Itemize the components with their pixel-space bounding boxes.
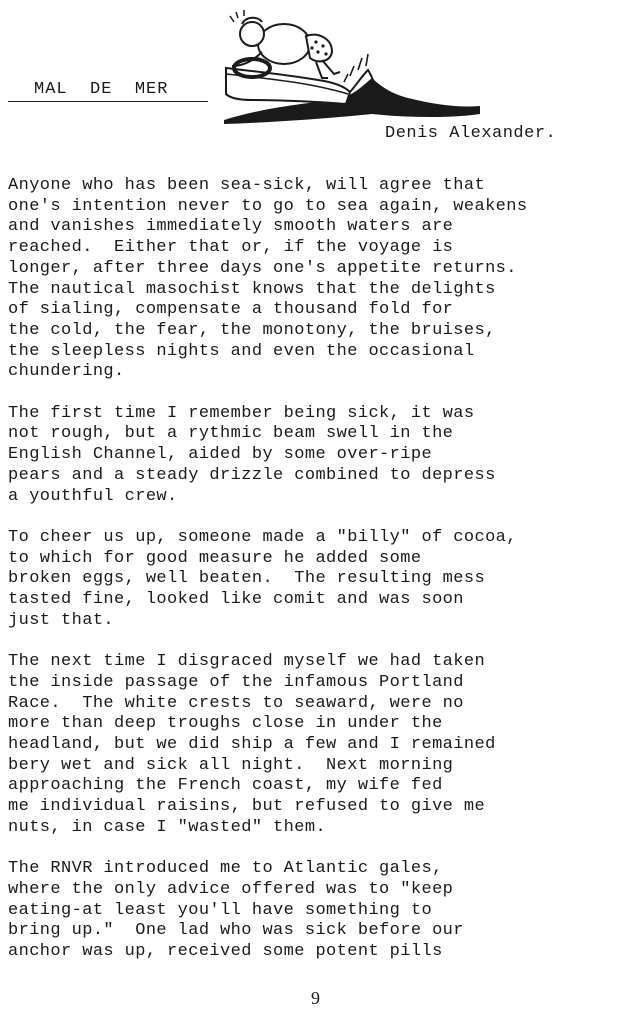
text-line: of sialing, compensate a thousand fold for (8, 300, 454, 320)
text-line: approaching the French coast, my wife fed (8, 776, 443, 796)
text-line: not rough, but a rythmic beam swell in the (8, 424, 454, 444)
text-line: where the only advice offered was to "keep (8, 879, 454, 899)
boat-hull (226, 68, 350, 104)
text-line: broken eggs, well beaten. The resulting mess (8, 569, 486, 589)
text-line: bring up." One lad who was sick before our (8, 921, 464, 941)
text-line: me individual raisins, but refused to give me (8, 797, 486, 817)
text-line: more than deep troughs close in under the (8, 714, 443, 734)
text-line: eating-at least you'll have something to (8, 900, 433, 920)
text-line: one's intention never to go to sea again, weakens (8, 196, 528, 216)
sailor-head (240, 22, 264, 46)
text-line: chundering. (8, 362, 125, 382)
sailor-body (258, 24, 310, 64)
paragraph (8, 859, 626, 963)
text-line: bery wet and sick all night. Next morning (8, 755, 454, 775)
text-line: the cold, the fear, the monotony, the bruises, (8, 320, 496, 340)
spray (344, 54, 368, 82)
text-line: the sleepless nights and even the occasional (8, 341, 475, 361)
text-line: The next time I disgraced myself we had taken (8, 652, 486, 672)
article-body (8, 176, 626, 983)
text-line: longer, after three days one's appetite returns. (8, 258, 517, 278)
text-line: The RNVR introduced me to Atlantic gales, (8, 859, 443, 879)
sailor-legs (316, 60, 340, 78)
seasick-sailor-illustration (222, 8, 482, 128)
text-line: to which for good measure he added some (8, 548, 422, 568)
text-line: To cheer us up, someone made a "billy" of cocoa, (8, 527, 517, 547)
text-line: just that. (8, 610, 115, 630)
sailor-shorts (306, 35, 332, 62)
text-line: The nautical masochist knows that the delights (8, 279, 496, 299)
paragraph (8, 652, 626, 838)
text-line: anchor was up, received some potent pills (8, 941, 443, 961)
text-line: headland, but we did ship a few and I remained (8, 734, 496, 754)
text-line: Anyone who has been sea-sick, will agree that (8, 176, 486, 195)
text-line: and vanishes immediately smooth waters are (8, 217, 454, 237)
author-byline: Denis Alexander. (385, 124, 557, 143)
text-line: reached. Either that or, if the voyage is (8, 238, 454, 258)
paragraph (8, 528, 626, 632)
paragraph (8, 176, 626, 383)
text-line: The first time I remember being sick, it was (8, 403, 475, 423)
page-number: 9 (311, 988, 320, 1008)
sweat-drops (230, 10, 244, 22)
text-line: English Channel, aided by some over-ripe (8, 445, 433, 465)
text-line: the inside passage of the infamous Portland (8, 672, 464, 692)
text-line: a youthful crew. (8, 486, 178, 506)
paragraph (8, 404, 626, 508)
text-line: Race. The white crests to seaward, were no (8, 693, 464, 713)
text-line: nuts, in case I "wasted" them. (8, 817, 327, 837)
text-line: pears and a steady drizzle combined to depress (8, 465, 496, 485)
article-title: MAL DE MER (8, 80, 208, 102)
text-line: tasted fine, looked like comit and was soon (8, 590, 464, 610)
